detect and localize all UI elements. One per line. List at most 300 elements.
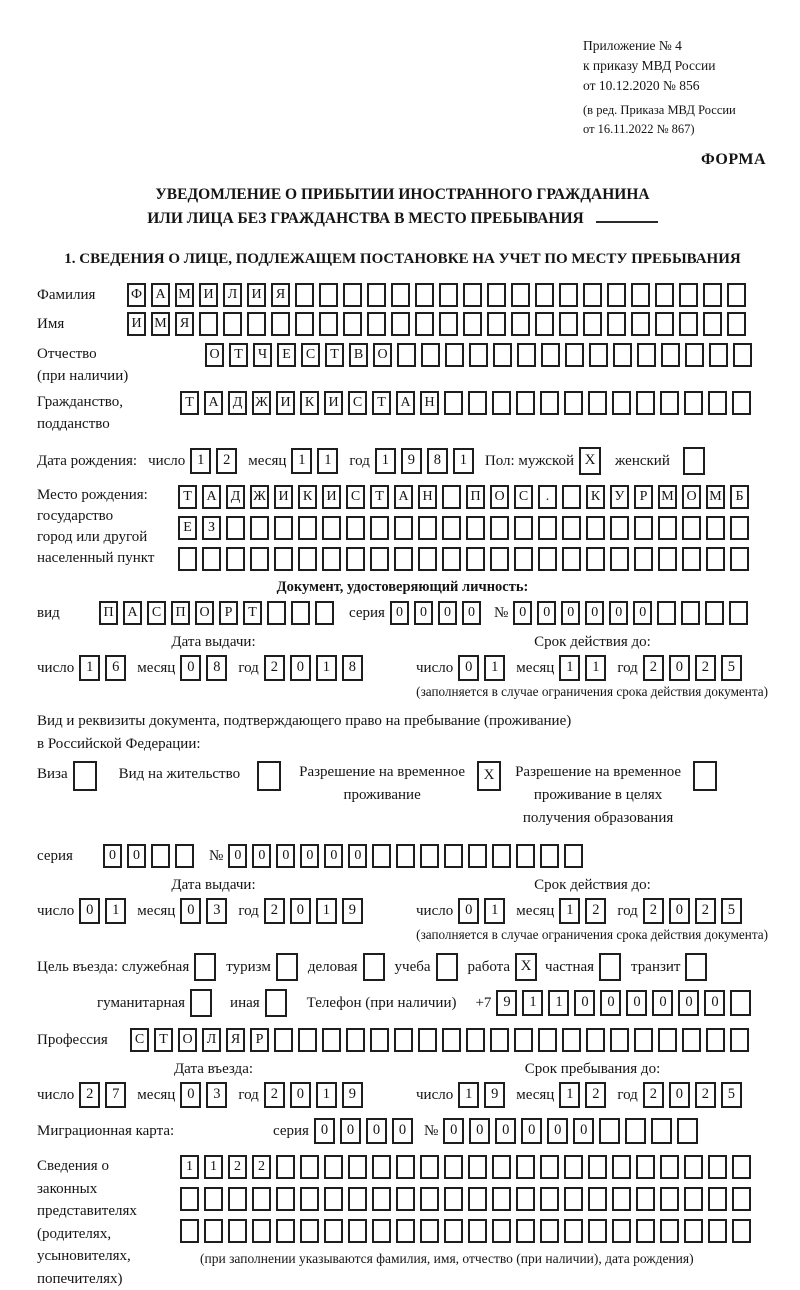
char-box[interactable]: [693, 761, 717, 791]
char-box[interactable]: И: [127, 312, 146, 336]
char-box[interactable]: [444, 391, 463, 415]
char-box[interactable]: [562, 1028, 581, 1052]
char-box[interactable]: 1: [585, 655, 606, 681]
char-box[interactable]: 1: [559, 655, 580, 681]
char-box[interactable]: [612, 1219, 631, 1243]
char-box[interactable]: [607, 283, 626, 307]
char-box[interactable]: [708, 1187, 727, 1211]
char-box[interactable]: [396, 1155, 415, 1179]
char-box[interactable]: [514, 1028, 533, 1052]
char-box[interactable]: [396, 1219, 415, 1243]
char-box[interactable]: 7: [105, 1082, 126, 1108]
char-box[interactable]: 0: [669, 655, 690, 681]
char-box[interactable]: 0: [348, 844, 367, 868]
char-box[interactable]: И: [322, 485, 341, 509]
char-box[interactable]: К: [300, 391, 319, 415]
valid-month-boxes[interactable]: [559, 898, 611, 924]
entry-year-boxes[interactable]: [264, 1082, 368, 1108]
char-box[interactable]: 1: [375, 448, 396, 474]
char-box[interactable]: 0: [521, 1118, 542, 1144]
char-box[interactable]: [565, 343, 584, 367]
char-box[interactable]: X: [579, 447, 601, 475]
char-box[interactable]: [397, 343, 416, 367]
char-box[interactable]: 5: [721, 1082, 742, 1108]
char-box[interactable]: Р: [634, 485, 653, 509]
char-box[interactable]: 8: [342, 655, 363, 681]
char-box[interactable]: [684, 1187, 703, 1211]
migration-series-boxes[interactable]: [314, 1118, 418, 1144]
char-box[interactable]: [466, 516, 485, 540]
sex-male-checkbox[interactable]: [579, 447, 601, 475]
char-box[interactable]: 0: [469, 1118, 490, 1144]
char-box[interactable]: [439, 312, 458, 336]
char-box[interactable]: 0: [547, 1118, 568, 1144]
char-box[interactable]: [538, 547, 557, 571]
given-name-boxes[interactable]: [127, 312, 751, 336]
char-box[interactable]: [708, 1155, 727, 1179]
char-box[interactable]: 2: [264, 1082, 285, 1108]
valid-day-boxes[interactable]: [458, 898, 510, 924]
char-box[interactable]: [300, 1155, 319, 1179]
char-box[interactable]: [252, 1187, 271, 1211]
char-box[interactable]: 6: [105, 655, 126, 681]
char-box[interactable]: 0: [228, 844, 247, 868]
char-box[interactable]: 1: [180, 1155, 199, 1179]
char-box[interactable]: [291, 601, 310, 625]
char-box[interactable]: [730, 990, 751, 1016]
char-box[interactable]: [223, 312, 242, 336]
issue-year-boxes[interactable]: [264, 898, 368, 924]
char-box[interactable]: Т: [372, 391, 391, 415]
char-box[interactable]: Н: [418, 485, 437, 509]
char-box[interactable]: [372, 1219, 391, 1243]
char-box[interactable]: 1: [79, 655, 100, 681]
char-box[interactable]: [612, 391, 631, 415]
char-box[interactable]: [636, 391, 655, 415]
char-box[interactable]: [315, 601, 334, 625]
char-box[interactable]: [463, 283, 482, 307]
char-box[interactable]: [634, 516, 653, 540]
char-box[interactable]: [660, 391, 679, 415]
char-box[interactable]: Т: [154, 1028, 173, 1052]
char-box[interactable]: 0: [324, 844, 343, 868]
purpose-tourism-checkbox[interactable]: [276, 953, 298, 981]
char-box[interactable]: [599, 1118, 620, 1144]
char-box[interactable]: [535, 312, 554, 336]
char-box[interactable]: [394, 547, 413, 571]
char-box[interactable]: [599, 953, 621, 981]
char-box[interactable]: 0: [103, 844, 122, 868]
char-box[interactable]: [178, 547, 197, 571]
char-box[interactable]: 2: [643, 898, 664, 924]
char-box[interactable]: [271, 312, 290, 336]
char-box[interactable]: [490, 516, 509, 540]
char-box[interactable]: 9: [496, 990, 517, 1016]
char-box[interactable]: А: [151, 283, 170, 307]
char-box[interactable]: [295, 312, 314, 336]
char-box[interactable]: [685, 343, 704, 367]
char-box[interactable]: Л: [202, 1028, 221, 1052]
char-box[interactable]: 0: [458, 898, 479, 924]
char-box[interactable]: Б: [730, 485, 749, 509]
char-box[interactable]: [370, 1028, 389, 1052]
char-box[interactable]: 0: [438, 601, 457, 625]
char-box[interactable]: [661, 343, 680, 367]
issue-day-boxes[interactable]: [79, 655, 131, 681]
char-box[interactable]: [679, 312, 698, 336]
purpose-humanitarian-checkbox[interactable]: [190, 989, 212, 1017]
char-box[interactable]: Е: [277, 343, 296, 367]
char-box[interactable]: [564, 1155, 583, 1179]
char-box[interactable]: [684, 391, 703, 415]
valid-year-boxes[interactable]: [643, 898, 747, 924]
char-box[interactable]: Я: [226, 1028, 245, 1052]
doc-series-boxes[interactable]: [390, 601, 486, 625]
birth-month-boxes[interactable]: [291, 448, 343, 474]
char-box[interactable]: [588, 1187, 607, 1211]
char-box[interactable]: [732, 1155, 751, 1179]
char-box[interactable]: [247, 312, 266, 336]
char-box[interactable]: .: [538, 485, 557, 509]
char-box[interactable]: [180, 1187, 199, 1211]
char-box[interactable]: 0: [290, 898, 311, 924]
char-box[interactable]: [706, 547, 725, 571]
until-month-boxes[interactable]: [559, 1082, 611, 1108]
char-box[interactable]: [391, 312, 410, 336]
char-box[interactable]: [442, 1028, 461, 1052]
char-box[interactable]: Т: [243, 601, 262, 625]
char-box[interactable]: П: [466, 485, 485, 509]
char-box[interactable]: 2: [585, 1082, 606, 1108]
char-box[interactable]: [420, 844, 439, 868]
citizenship-boxes[interactable]: [180, 391, 756, 415]
char-box[interactable]: [564, 391, 583, 415]
char-box[interactable]: [655, 312, 674, 336]
char-box[interactable]: И: [324, 391, 343, 415]
char-box[interactable]: [466, 547, 485, 571]
purpose-official-checkbox[interactable]: [194, 953, 216, 981]
char-box[interactable]: [559, 312, 578, 336]
char-box[interactable]: [487, 312, 506, 336]
birth-place-row2[interactable]: [178, 516, 754, 540]
char-box[interactable]: [516, 1155, 535, 1179]
char-box[interactable]: [708, 1219, 727, 1243]
char-box[interactable]: 0: [290, 1082, 311, 1108]
char-box[interactable]: М: [175, 283, 194, 307]
char-box[interactable]: [436, 953, 458, 981]
char-box[interactable]: [324, 1219, 343, 1243]
char-box[interactable]: [727, 312, 746, 336]
char-box[interactable]: 1: [190, 448, 211, 474]
char-box[interactable]: Ж: [250, 485, 269, 509]
representatives-row2[interactable]: [180, 1187, 756, 1211]
char-box[interactable]: [634, 1028, 653, 1052]
char-box[interactable]: 0: [276, 844, 295, 868]
char-box[interactable]: [540, 1219, 559, 1243]
char-box[interactable]: [228, 1219, 247, 1243]
char-box[interactable]: [421, 343, 440, 367]
char-box[interactable]: [583, 283, 602, 307]
char-box[interactable]: [493, 343, 512, 367]
purpose-transit-checkbox[interactable]: [685, 953, 707, 981]
char-box[interactable]: [564, 844, 583, 868]
char-box[interactable]: [514, 547, 533, 571]
char-box[interactable]: [660, 1219, 679, 1243]
char-box[interactable]: 0: [573, 1118, 594, 1144]
residence-permit-checkbox[interactable]: [257, 761, 281, 791]
char-box[interactable]: [636, 1219, 655, 1243]
char-box[interactable]: [324, 1187, 343, 1211]
char-box[interactable]: [250, 516, 269, 540]
char-box[interactable]: [559, 283, 578, 307]
char-box[interactable]: [610, 1028, 629, 1052]
char-box[interactable]: 2: [79, 1082, 100, 1108]
char-box[interactable]: [265, 989, 287, 1017]
char-box[interactable]: 0: [458, 655, 479, 681]
char-box[interactable]: [442, 485, 461, 509]
char-box[interactable]: 0: [678, 990, 699, 1016]
char-box[interactable]: 1: [484, 655, 505, 681]
char-box[interactable]: [418, 1028, 437, 1052]
char-box[interactable]: 2: [228, 1155, 247, 1179]
char-box[interactable]: [492, 844, 511, 868]
char-box[interactable]: 9: [401, 448, 422, 474]
char-box[interactable]: Ф: [127, 283, 146, 307]
char-box[interactable]: [514, 516, 533, 540]
char-box[interactable]: [367, 283, 386, 307]
char-box[interactable]: 1: [559, 898, 580, 924]
char-box[interactable]: [636, 1155, 655, 1179]
char-box[interactable]: 2: [216, 448, 237, 474]
char-box[interactable]: [175, 844, 194, 868]
char-box[interactable]: [363, 953, 385, 981]
char-box[interactable]: 0: [314, 1118, 335, 1144]
char-box[interactable]: [322, 547, 341, 571]
char-box[interactable]: [589, 343, 608, 367]
char-box[interactable]: С: [301, 343, 320, 367]
char-box[interactable]: 0: [180, 898, 201, 924]
char-box[interactable]: Т: [325, 343, 344, 367]
char-box[interactable]: Р: [219, 601, 238, 625]
char-box[interactable]: [442, 516, 461, 540]
char-box[interactable]: [586, 547, 605, 571]
char-box[interactable]: С: [348, 391, 367, 415]
char-box[interactable]: [636, 1187, 655, 1211]
char-box[interactable]: 2: [264, 655, 285, 681]
char-box[interactable]: [535, 283, 554, 307]
char-box[interactable]: 2: [695, 1082, 716, 1108]
char-box[interactable]: [442, 547, 461, 571]
char-box[interactable]: Я: [271, 283, 290, 307]
char-box[interactable]: 2: [643, 655, 664, 681]
char-box[interactable]: [468, 1219, 487, 1243]
char-box[interactable]: [396, 1187, 415, 1211]
char-box[interactable]: [394, 516, 413, 540]
char-box[interactable]: 0: [252, 844, 271, 868]
char-box[interactable]: 1: [317, 448, 338, 474]
char-box[interactable]: [511, 312, 530, 336]
char-box[interactable]: [490, 1028, 509, 1052]
char-box[interactable]: [298, 1028, 317, 1052]
char-box[interactable]: [468, 1155, 487, 1179]
char-box[interactable]: [583, 312, 602, 336]
char-box[interactable]: [394, 1028, 413, 1052]
char-box[interactable]: 1: [291, 448, 312, 474]
char-box[interactable]: 5: [721, 655, 742, 681]
char-box[interactable]: 0: [180, 1082, 201, 1108]
birth-day-boxes[interactable]: [190, 448, 242, 474]
char-box[interactable]: 1: [484, 898, 505, 924]
char-box[interactable]: [677, 1118, 698, 1144]
char-box[interactable]: [538, 1028, 557, 1052]
char-box[interactable]: [540, 1155, 559, 1179]
issue-month-boxes[interactable]: [180, 898, 232, 924]
char-box[interactable]: [257, 761, 281, 791]
char-box[interactable]: [487, 283, 506, 307]
char-box[interactable]: 1: [316, 655, 337, 681]
char-box[interactable]: И: [276, 391, 295, 415]
char-box[interactable]: 3: [206, 898, 227, 924]
char-box[interactable]: [492, 391, 511, 415]
char-box[interactable]: [610, 547, 629, 571]
char-box[interactable]: 0: [340, 1118, 361, 1144]
char-box[interactable]: [613, 343, 632, 367]
char-box[interactable]: О: [205, 343, 224, 367]
char-box[interactable]: [151, 844, 170, 868]
char-box[interactable]: 1: [204, 1155, 223, 1179]
char-box[interactable]: 8: [206, 655, 227, 681]
char-box[interactable]: [324, 1155, 343, 1179]
char-box[interactable]: [657, 601, 676, 625]
char-box[interactable]: [322, 516, 341, 540]
char-box[interactable]: [418, 516, 437, 540]
char-box[interactable]: [444, 1187, 463, 1211]
char-box[interactable]: [468, 844, 487, 868]
entry-month-boxes[interactable]: [180, 1082, 232, 1108]
char-box[interactable]: [439, 283, 458, 307]
char-box[interactable]: X: [477, 761, 501, 791]
char-box[interactable]: Ч: [253, 343, 272, 367]
char-box[interactable]: 1: [316, 1082, 337, 1108]
char-box[interactable]: 0: [180, 655, 201, 681]
char-box[interactable]: 2: [695, 898, 716, 924]
char-box[interactable]: [463, 312, 482, 336]
char-box[interactable]: [370, 547, 389, 571]
char-box[interactable]: [420, 1155, 439, 1179]
issue-day-boxes[interactable]: [79, 898, 131, 924]
char-box[interactable]: 1: [453, 448, 474, 474]
char-box[interactable]: Р: [250, 1028, 269, 1052]
char-box[interactable]: В: [349, 343, 368, 367]
char-box[interactable]: [564, 1219, 583, 1243]
char-box[interactable]: [732, 1187, 751, 1211]
valid-day-boxes[interactable]: [458, 655, 510, 681]
char-box[interactable]: [194, 953, 216, 981]
char-box[interactable]: [190, 989, 212, 1017]
char-box[interactable]: 9: [484, 1082, 505, 1108]
char-box[interactable]: С: [346, 485, 365, 509]
char-box[interactable]: [415, 283, 434, 307]
char-box[interactable]: [516, 1187, 535, 1211]
char-box[interactable]: [466, 1028, 485, 1052]
char-box[interactable]: 0: [462, 601, 481, 625]
entry-day-boxes[interactable]: [79, 1082, 131, 1108]
char-box[interactable]: [658, 516, 677, 540]
char-box[interactable]: [727, 283, 746, 307]
char-box[interactable]: Ж: [252, 391, 271, 415]
char-box[interactable]: [511, 283, 530, 307]
char-box[interactable]: [516, 1219, 535, 1243]
char-box[interactable]: [681, 601, 700, 625]
char-box[interactable]: 0: [366, 1118, 387, 1144]
char-box[interactable]: [343, 312, 362, 336]
char-box[interactable]: [706, 516, 725, 540]
char-box[interactable]: Д: [228, 391, 247, 415]
char-box[interactable]: [706, 1028, 725, 1052]
char-box[interactable]: [658, 1028, 677, 1052]
char-box[interactable]: К: [586, 485, 605, 509]
char-box[interactable]: [343, 283, 362, 307]
char-box[interactable]: [274, 516, 293, 540]
char-box[interactable]: [682, 1028, 701, 1052]
char-box[interactable]: 0: [495, 1118, 516, 1144]
valid-month-boxes[interactable]: [559, 655, 611, 681]
char-box[interactable]: 0: [600, 990, 621, 1016]
char-box[interactable]: [372, 1187, 391, 1211]
until-year-boxes[interactable]: [643, 1082, 747, 1108]
char-box[interactable]: [492, 1187, 511, 1211]
stay-series-boxes[interactable]: [103, 844, 199, 868]
char-box[interactable]: [679, 283, 698, 307]
char-box[interactable]: [607, 312, 626, 336]
char-box[interactable]: Е: [178, 516, 197, 540]
birth-place-row1[interactable]: [178, 485, 754, 509]
char-box[interactable]: [274, 547, 293, 571]
char-box[interactable]: X: [515, 953, 537, 981]
char-box[interactable]: [346, 1028, 365, 1052]
char-box[interactable]: У: [610, 485, 629, 509]
valid-year-boxes[interactable]: [643, 655, 747, 681]
char-box[interactable]: 0: [79, 898, 100, 924]
sex-female-checkbox[interactable]: [683, 447, 705, 475]
char-box[interactable]: [684, 1155, 703, 1179]
char-box[interactable]: [658, 547, 677, 571]
char-box[interactable]: О: [178, 1028, 197, 1052]
char-box[interactable]: [276, 1155, 295, 1179]
purpose-business-checkbox[interactable]: [363, 953, 385, 981]
char-box[interactable]: [562, 547, 581, 571]
issue-year-boxes[interactable]: [264, 655, 368, 681]
temp-permit-checkbox[interactable]: [477, 761, 501, 791]
char-box[interactable]: И: [247, 283, 266, 307]
char-box[interactable]: [267, 601, 286, 625]
char-box[interactable]: [468, 1187, 487, 1211]
char-box[interactable]: [703, 283, 722, 307]
char-box[interactable]: [180, 1219, 199, 1243]
char-box[interactable]: О: [490, 485, 509, 509]
char-box[interactable]: М: [658, 485, 677, 509]
stay-number-boxes[interactable]: [228, 844, 588, 868]
birth-place-row3[interactable]: [178, 547, 754, 571]
char-box[interactable]: Н: [420, 391, 439, 415]
char-box[interactable]: 1: [548, 990, 569, 1016]
char-box[interactable]: А: [394, 485, 413, 509]
char-box[interactable]: [586, 1028, 605, 1052]
char-box[interactable]: [703, 312, 722, 336]
char-box[interactable]: [204, 1219, 223, 1243]
char-box[interactable]: 0: [574, 990, 595, 1016]
char-box[interactable]: 0: [392, 1118, 413, 1144]
